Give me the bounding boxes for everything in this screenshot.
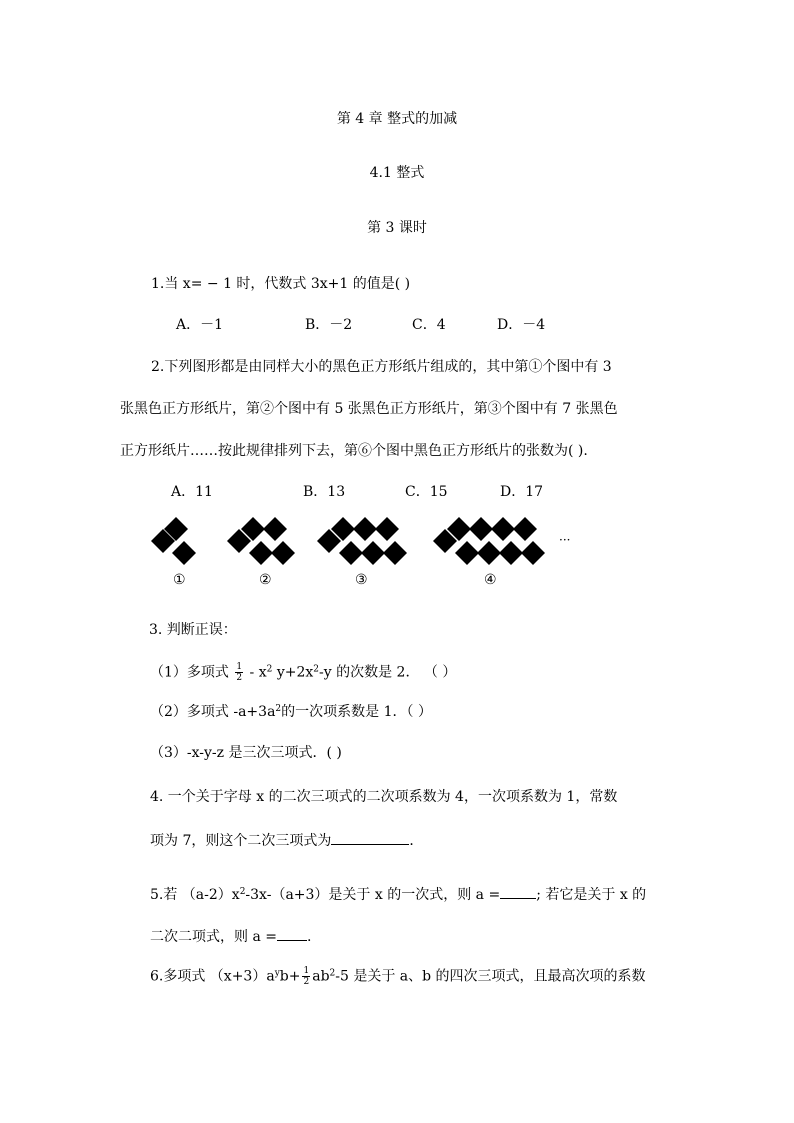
pattern-4 [432, 512, 548, 568]
figure-label-3: ③ [355, 572, 368, 588]
q5-answer-blank-2 [277, 928, 307, 941]
figure-label-4: ④ [484, 572, 497, 588]
fraction-one-half: $\frac{1}{2}$ [236, 662, 243, 683]
q3-item-1: （1）多项式 $\frac{1}{2}$ - $x^2$ $y+2x^2-y$ 的次数是 2． （ ） [150, 662, 457, 683]
chapter-title: 第 4 章 整式的加减 [336, 111, 458, 127]
q2-option-b: B．13 [303, 484, 346, 500]
fraction-one-half-q6: $\frac{1}{2}$ [303, 966, 310, 987]
q1-option-c: C．4 [412, 317, 446, 333]
q2-option-c: C．15 [405, 484, 448, 500]
q2-line3: 正方形纸片……按此规律排列下去，第⑥个图中黑色正方形纸片的张数为( ). [120, 443, 588, 459]
pattern-ellipsis: ··· [559, 533, 571, 547]
q1-option-a: A．－1 [176, 317, 224, 333]
q3-stem: 3. 判断正误： [149, 622, 237, 638]
q3-item-2: （2）多项式 $-a+3a^2$的一次项系数是 1．（ ） [150, 704, 432, 720]
q5-line2: 二次二项式，则 a = . [150, 929, 312, 945]
q4-line1: 4. 一个关于字母 x 的二次三项式的二次项系数为 4，一次项系数为 1，常数 [150, 789, 618, 805]
pattern-1 [150, 512, 200, 568]
q5-answer-blank-1 [500, 886, 536, 899]
lesson-title: 第 3 课时 [367, 220, 427, 236]
pattern-3 [316, 512, 410, 568]
figure-label-2: ② [259, 572, 272, 588]
q2-line2: 张黑色正方形纸片，第②个图中有 5 张黑色正方形纸片，第③个图中有 7 张黑色 [120, 401, 618, 417]
q3-item-3: （3）-x-y-z 是三次三项式．( ) [150, 745, 342, 761]
q1-option-b: B．－2 [305, 317, 353, 333]
figure-label-1: ① [173, 572, 186, 588]
q2-pattern-figure [150, 512, 576, 588]
q6-line1: 6.多项式 $(x+3)a^yb+$ $\frac{1}{2}$ $ab^2-5$ 是关于 a、b 的四次三项式，且最高次项的系数 [150, 966, 646, 987]
q1-stem: 1.当 x= − 1 时，代数式 3x+1 的值是( ) [151, 276, 411, 292]
q4-answer-blank [331, 832, 409, 845]
q2-option-a: A．11 [171, 484, 213, 500]
q5-line1: 5.若 $(a-2)x^2-3x-(a+3)$是关于 x 的一次式，则 a = ; 若它是关于 x 的 [150, 887, 647, 903]
q4-line2: 项为 7，则这个二次三项式为 ． [150, 833, 424, 849]
q2-line1: 2.下列图形都是由同样大小的黑色正方形纸片组成的，其中第①个图中有 3 [151, 359, 612, 375]
q2-option-d: D．17 [500, 484, 544, 500]
pattern-2 [226, 512, 298, 568]
q1-option-d: D．－4 [497, 317, 546, 333]
section-title: 4.1 整式 [369, 165, 425, 181]
